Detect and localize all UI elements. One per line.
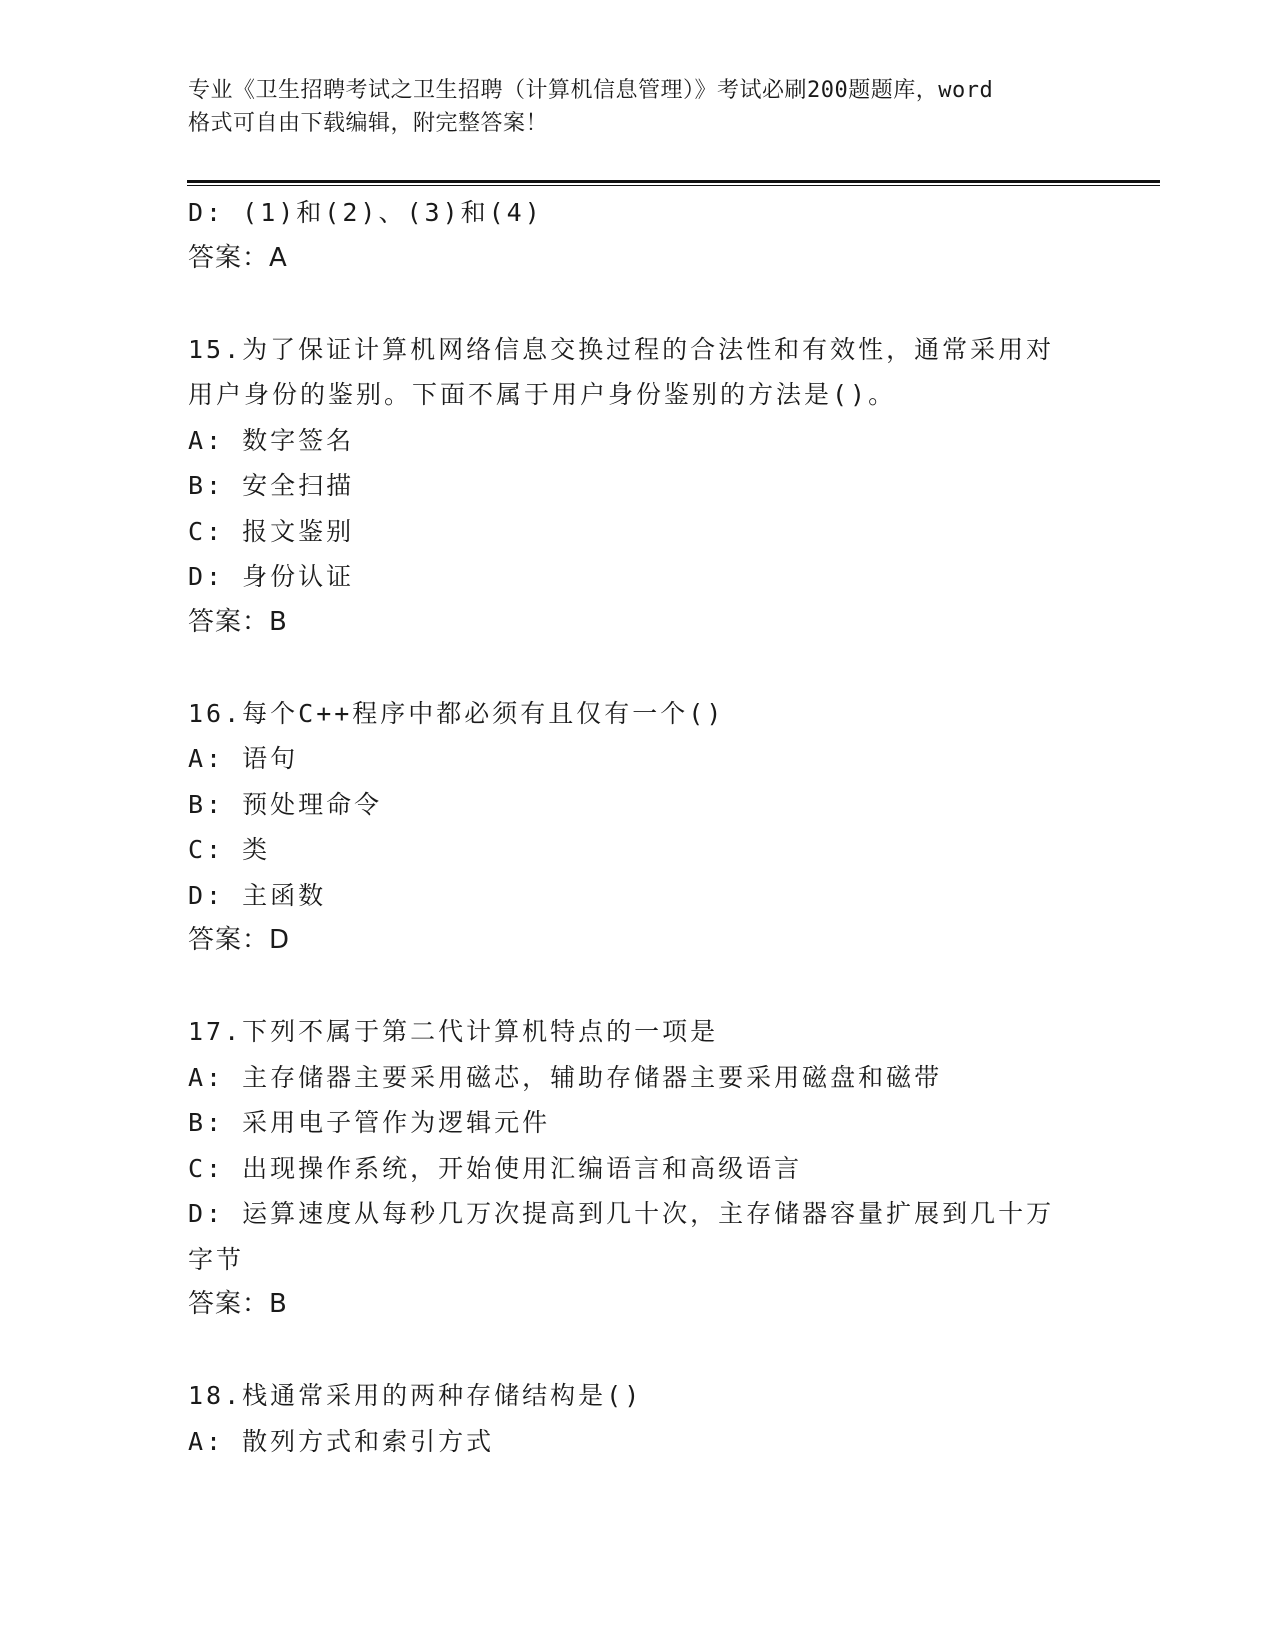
answer-line: 答案：B — [188, 606, 288, 637]
question-18 — [188, 1373, 1088, 1464]
option-a: A: 语句 — [188, 744, 299, 773]
spacer — [188, 964, 1088, 1010]
question-15 — [188, 327, 1088, 646]
question-14-tail — [188, 190, 1088, 281]
spacer — [188, 645, 1088, 691]
question-stem: 18.栈通常采用的两种存储结构是() — [188, 1381, 643, 1410]
header-divider-thin — [187, 185, 1160, 186]
option-b: B: 安全扫描 — [188, 471, 355, 500]
option-d: D: (1)和(2)、(3)和(4) — [188, 198, 543, 227]
header-line-1: 专业《卫生招聘考试之卫生招聘（计算机信息管理）》考试必刷200题题库，word — [188, 78, 994, 103]
option-d-continued: 字节 — [188, 1244, 245, 1274]
question-stem: 15.为了保证计算机网络信息交换过程的合法性和有效性，通常采用对 — [188, 334, 1055, 364]
option-b: B: 预处理命令 — [188, 789, 383, 819]
option-b: B: 采用电子管作为逻辑元件 — [188, 1108, 551, 1137]
option-c: C: 类 — [188, 835, 271, 864]
answer-line: 答案：A — [188, 242, 288, 273]
document-header — [188, 74, 1088, 140]
option-d: D: 主函数 — [188, 880, 327, 910]
question-17 — [188, 1009, 1088, 1328]
answer-line: 答案：D — [188, 925, 291, 955]
spacer — [188, 281, 1088, 327]
option-c: C: 出现操作系统，开始使用汇编语言和高级语言 — [188, 1153, 803, 1183]
answer-line: 答案：B — [188, 1289, 288, 1319]
option-d: D: 身份认证 — [188, 562, 355, 591]
question-stem: 16.每个C++程序中都必须有且仅有一个() — [188, 698, 725, 728]
option-a: A: 数字签名 — [188, 425, 355, 455]
spacer — [188, 1328, 1088, 1374]
option-a: A: 主存储器主要采用磁芯，辅助存储器主要采用磁盘和磁带 — [188, 1062, 943, 1092]
option-c: C: 报文鉴别 — [188, 516, 355, 546]
question-16 — [188, 691, 1088, 964]
question-stem: 17.下列不属于第二代计算机特点的一项是 — [188, 1017, 719, 1046]
option-d: D: 运算速度从每秒几万次提高到几十次，主存储器容量扩展到几十万 — [188, 1199, 1055, 1228]
header-line-2: 格式可自由下载编辑，附完整答案！ — [188, 111, 549, 136]
question-stem-continued: 用户身份的鉴别。下面不属于用户身份鉴别的方法是()。 — [188, 380, 897, 409]
header-divider-thick — [187, 180, 1160, 183]
option-a: A: 散列方式和索引方式 — [188, 1426, 495, 1456]
question-list — [188, 190, 1088, 1464]
